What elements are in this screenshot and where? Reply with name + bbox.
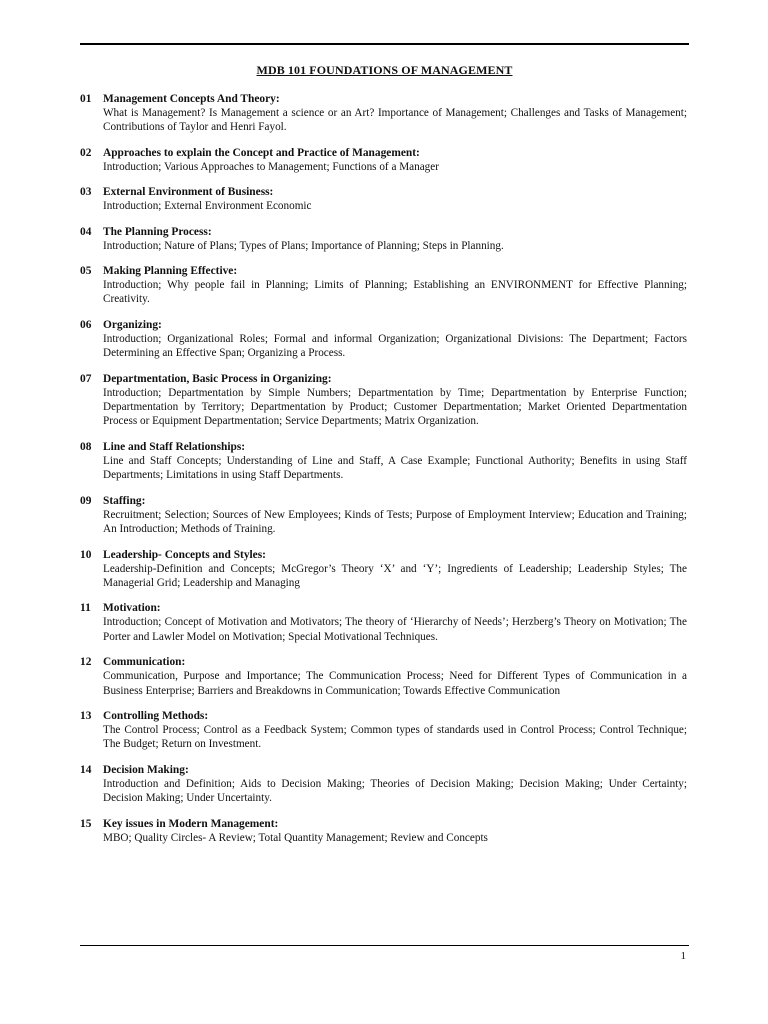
unit-header: [80, 225, 687, 239]
unit-topics: Introduction; Various Approaches to Management; Functions of a Manager: [103, 160, 439, 173]
unit-list: [80, 92, 687, 856]
unit-number: 06: [80, 318, 92, 331]
unit-number: 09: [80, 494, 92, 507]
unit-item: [80, 318, 687, 361]
unit-heading: Departmentation, Basic Process in Organizing:: [103, 372, 332, 385]
unit-topics: Introduction; Concept of Motivation and Motivators; The theory of ‘Hierarchy of Needs’; Herzberg’s Theory on Motivation; The Porter and Lawler Model on Motivation; Special Motivational Techniques.: [103, 616, 687, 643]
unit-number: 13: [80, 709, 92, 722]
unit-topics: Introduction and Definition; Aids to Decision Making; Theories of Decision Making; Decision Making; Under Certainty; Decision Making; Under Uncertainty.: [103, 777, 687, 805]
unit-number: 05: [80, 265, 92, 278]
unit-item: [80, 817, 687, 845]
unit-item: [80, 264, 687, 307]
unit-item: [80, 655, 687, 698]
unit-number: 02: [80, 146, 92, 159]
unit-heading: Line and Staff Relationships:: [103, 440, 246, 453]
unit-number: 04: [80, 225, 92, 238]
unit-item: [80, 146, 687, 174]
unit-number: 12: [80, 656, 92, 669]
unit-header: [80, 494, 687, 508]
unit-heading: External Environment of Business:: [103, 186, 274, 199]
unit-item: [80, 494, 687, 537]
unit-item: [80, 225, 687, 253]
unit-topics: Introduction; Why people fail in Planning; Limits of Planning; Establishing an ENVIRONMENT for Effective Planning; Creativity.: [103, 279, 687, 306]
unit-header: [80, 264, 687, 278]
unit-topics: Introduction; Departmentation by Simple Numbers; Departmentation by Time; Departmentation by Enterprise Function; Departmentation by Territory; Departmentation by Product; Customer Departmentation; Market Oriented Departmentation Process or Equipment Departmentation; Service Departments; Matrix Organization.: [103, 386, 687, 428]
unit-topics: Line and Staff Concepts; Understanding of Line and Staff, A Case Example; Functional Authority; Benefits in using Staff Departments; Limitations in using Staff Departments.: [103, 454, 687, 482]
unit-item: [80, 763, 687, 806]
unit-topics: Recruitment; Selection; Sources of New Employees; Kinds of Tests; Purpose of Employment Interview; Education and Training; An Introduction; Methods of Training.: [103, 508, 687, 536]
unit-number: 10: [80, 548, 92, 561]
unit-number: 03: [80, 186, 92, 199]
unit-heading: Key issues in Modern Management:: [103, 817, 279, 830]
unit-item: [80, 548, 687, 591]
unit-header: [80, 185, 687, 199]
unit-heading: Controlling Methods:: [103, 709, 209, 722]
header-rule: [80, 43, 689, 45]
unit-header: [80, 763, 687, 777]
unit-header: [80, 817, 687, 831]
unit-number: 07: [80, 372, 92, 385]
unit-heading: Approaches to explain the Concept and Practice of Management:: [103, 146, 420, 159]
unit-header: [80, 146, 687, 160]
unit-heading: Management Concepts And Theory:: [103, 93, 280, 105]
unit-number: 01: [80, 93, 92, 105]
unit-heading: Decision Making:: [103, 763, 189, 776]
unit-heading: Making Planning Effective:: [103, 265, 238, 278]
unit-header: [80, 655, 687, 669]
unit-item: [80, 440, 687, 483]
unit-number: 08: [80, 440, 92, 453]
unit-topics: What is Management? Is Management a science or an Art? Importance of Management; Challenges and Tasks of Management; Contributions of Taylor and Henri Fayol.: [103, 107, 687, 134]
unit-topics: Introduction; External Environment Economic: [103, 200, 312, 213]
unit-item: [80, 601, 687, 644]
unit-topics: Introduction; Organizational Roles; Formal and informal Organization; Organizational Divisions: The Department; Factors Determining an Effective Span; Organizing a Process.: [103, 332, 687, 360]
unit-item: [80, 372, 687, 429]
unit-header: [80, 318, 687, 332]
unit-topics: Communication, Purpose and Importance; The Communication Process; Need for Different Types of Communication in a Business Enterprise; Barriers and Breakdowns in Communication; Towards Effective Communication: [103, 670, 687, 697]
unit-heading: The Planning Process:: [103, 225, 212, 238]
unit-header: [80, 440, 687, 454]
unit-number: 14: [80, 763, 92, 776]
unit-header: [80, 92, 687, 106]
unit-heading: Staffing:: [103, 494, 146, 507]
unit-number: 11: [80, 602, 91, 615]
unit-item: [80, 709, 687, 752]
unit-heading: Organizing:: [103, 318, 162, 331]
unit-item: [80, 185, 687, 213]
footer-rule: [80, 945, 689, 946]
unit-number: 15: [80, 817, 92, 830]
unit-header: [80, 601, 687, 615]
unit-topics: MBO; Quality Circles- A Review; Total Quantity Management; Review and Concepts: [103, 831, 488, 844]
unit-header: [80, 709, 687, 723]
unit-header: [80, 548, 687, 562]
unit-heading: Communication:: [103, 656, 186, 669]
unit-topics: Introduction; Nature of Plans; Types of Plans; Importance of Planning; Steps in Planning.: [103, 239, 504, 252]
unit-heading: Motivation:: [103, 602, 161, 615]
document-title: MDB 101 FOUNDATIONS OF MANAGEMENT: [256, 63, 513, 77]
unit-header: [80, 372, 687, 386]
page-number: 1: [680, 950, 686, 962]
unit-topics: The Control Process; Control as a Feedback System; Common types of standards used in Control Process; Control Technique; The Budget; Return on Investment.: [103, 723, 687, 751]
unit-topics: Leadership-Definition and Concepts; McGregor’s Theory ‘X’ and ‘Y’; Ingredients of Leadership; Leadership Styles; The Managerial Grid; Leadership and Managing: [103, 562, 687, 589]
unit-heading: Leadership- Concepts and Styles:: [103, 548, 266, 561]
unit-item: [80, 92, 687, 135]
